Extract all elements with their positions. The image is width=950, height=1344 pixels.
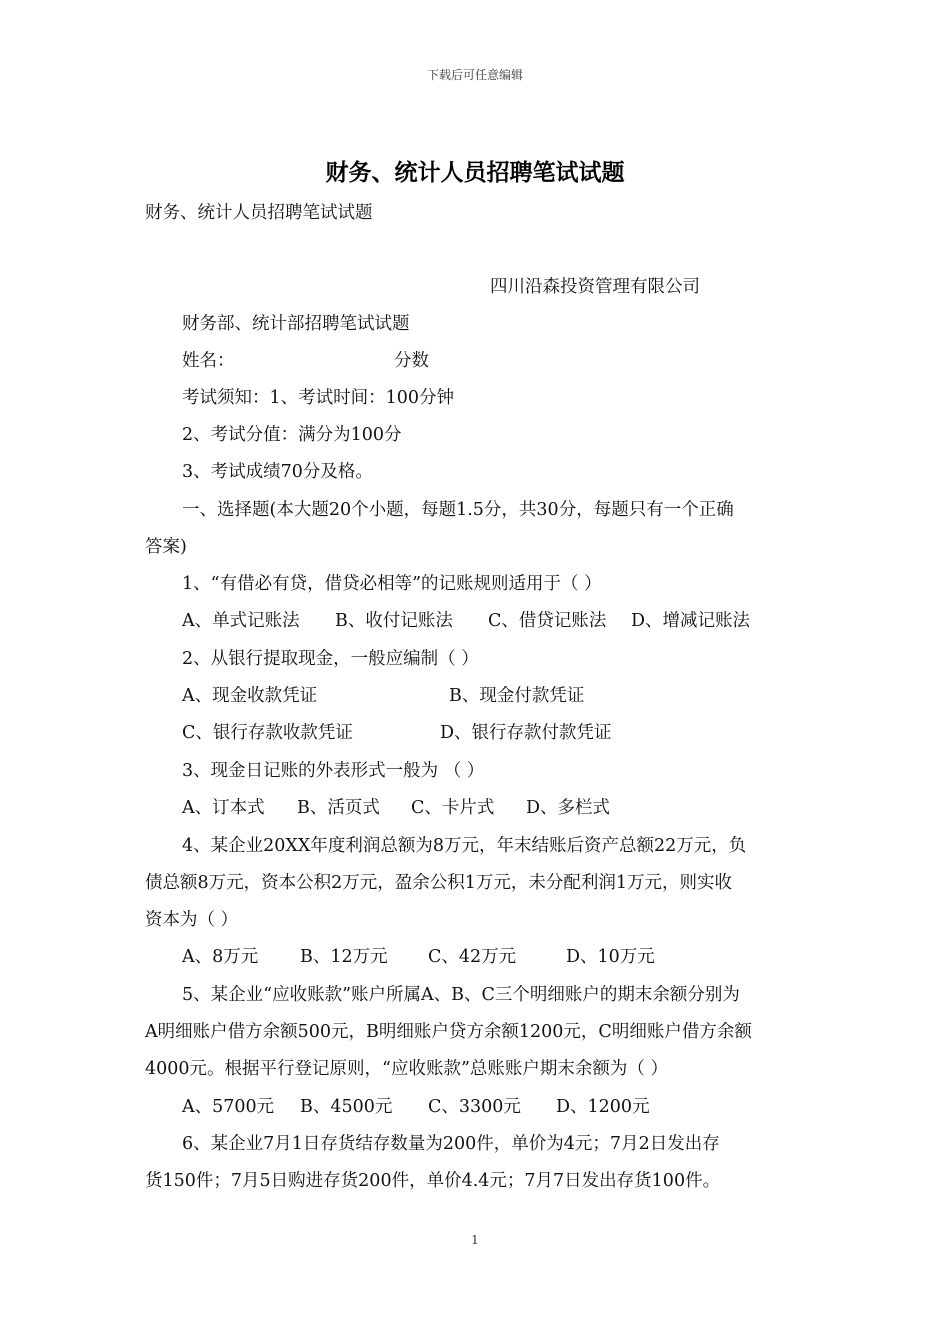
exam-note-time: 考试须知：1、考试时间：100分钟 — [182, 388, 455, 408]
name-label: 姓名： — [182, 351, 235, 371]
page-number: 1 — [471, 1233, 479, 1247]
document-title: 财务、统计人员招聘笔试试题 — [325, 160, 625, 186]
question-2-option-b: B、现金付款凭证 — [449, 686, 585, 706]
question-6-line2: 货150件；7月5日购进存货200件，单价4.4元；7月7日发出存货100件。 — [145, 1171, 721, 1191]
question-4-line1: 4、某企业20XX年度利润总额为8万元，年末结账后资产总额22万元，负 — [182, 836, 747, 856]
question-5-option-b: B、4500元 — [300, 1097, 393, 1117]
question-1-option-a: A、单式记账法 — [182, 611, 300, 631]
question-5-option-d: D、1200元 — [556, 1097, 650, 1117]
question-6-line1: 6、某企业7月1日存货结存数量为200件，单价为4元；7月2日发出存 — [182, 1134, 720, 1154]
question-4-line2: 债总额8万元，资本公积2万元，盈余公积1万元，未分配利润1万元，则实收 — [145, 873, 733, 893]
question-4-option-d: D、10万元 — [566, 947, 655, 967]
question-5-option-c: C、3300元 — [428, 1097, 521, 1117]
exam-note-score: 2、考试分值：满分为100分 — [182, 425, 402, 445]
exam-name: 财务部、统计部招聘笔试试题 — [182, 314, 410, 334]
company-name: 四川沿森投资管理有限公司 — [490, 277, 700, 297]
section-heading-line1: 一、选择题(本大题20个小题，每题1.5分，共30分，每题只有一个正确 — [182, 500, 734, 520]
document-subtitle: 财务、统计人员招聘笔试试题 — [145, 203, 373, 223]
question-1-option-d: D、增减记账法 — [631, 611, 751, 631]
question-3-option-d: D、多栏式 — [526, 798, 611, 818]
question-2-option-c: C、银行存款收款凭证 — [182, 723, 353, 743]
question-3-option-c: C、卡片式 — [411, 798, 495, 818]
question-5-line3: 4000元。根据平行登记原则，“应收账款”总账账户期末余额为（ ） — [145, 1059, 668, 1079]
question-1-option-b: B、收付记账法 — [335, 611, 453, 631]
question-1-stem: 1、“有借必有贷，借贷必相等”的记账规则适用于（ ） — [182, 574, 602, 594]
question-4-line3: 资本为（ ） — [145, 910, 239, 930]
question-1-option-c: C、借贷记账法 — [488, 611, 607, 631]
question-5-line1: 5、某企业“应收账款”账户所属A、B、C三个明细账户的期末余额分别为 — [182, 985, 740, 1005]
question-3-stem: 3、现金日记账的外表形式一般为 （ ） — [182, 761, 485, 781]
question-3-option-b: B、活页式 — [297, 798, 380, 818]
question-2-stem: 2、从银行提取现金，一般应编制（ ） — [182, 649, 479, 669]
question-4-option-b: B、12万元 — [300, 947, 388, 967]
question-2-option-d: D、银行存款付款凭证 — [440, 723, 612, 743]
question-4-option-a: A、8万元 — [182, 947, 259, 967]
question-5-line2: A明细账户借方余额500元，B明细账户贷方余额1200元，C明细账户借方余额 — [145, 1022, 752, 1042]
question-5-option-a: A、5700元 — [182, 1097, 275, 1117]
exam-note-pass: 3、考试成绩70分及格。 — [182, 462, 373, 482]
question-4-option-c: C、42万元 — [428, 947, 517, 967]
header-note: 下载后可任意编辑 — [426, 68, 523, 82]
question-2-option-a: A、现金收款凭证 — [182, 686, 318, 706]
score-label: 分数 — [394, 351, 429, 371]
question-3-option-a: A、订本式 — [182, 798, 265, 818]
section-heading-line2: 答案) — [145, 537, 187, 557]
